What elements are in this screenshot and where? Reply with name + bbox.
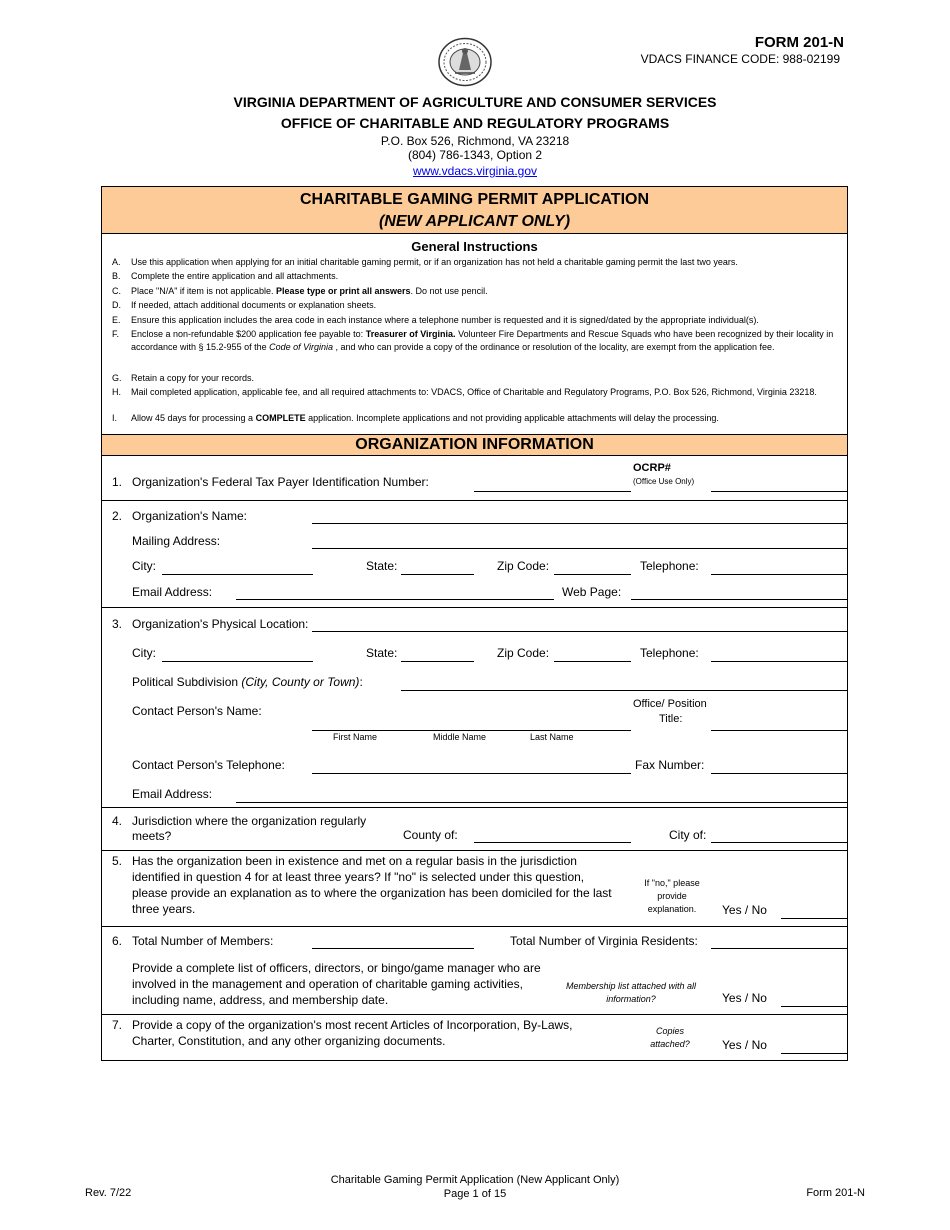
contact-name-label: Contact Person's Name: bbox=[132, 704, 262, 718]
footer-title: Charitable Gaming Permit Application (New Applicant Only) bbox=[330, 1174, 620, 1186]
ocrp-field[interactable] bbox=[711, 491, 847, 492]
footer-form-number: Form 201-N bbox=[806, 1187, 865, 1199]
instructions-heading: General Instructions bbox=[411, 239, 538, 254]
office-name: OFFICE OF CHARITABLE AND REGULATORY PROGRAMS bbox=[280, 115, 670, 131]
contact-telephone-label: Contact Person's Telephone: bbox=[132, 758, 285, 772]
office-position-field[interactable] bbox=[711, 730, 847, 731]
state-field[interactable] bbox=[401, 574, 474, 575]
section-organization-information: ORGANIZATION INFORMATION bbox=[102, 434, 847, 456]
q2-number: 2. bbox=[112, 509, 123, 523]
finance-code: VDACS FINANCE CODE: 988-02199 bbox=[640, 52, 840, 66]
email-field[interactable] bbox=[236, 599, 554, 600]
members-field[interactable] bbox=[312, 948, 474, 949]
title-label: Title: bbox=[659, 713, 683, 725]
fax-label: Fax Number: bbox=[635, 758, 705, 772]
zip-label: Zip Code: bbox=[497, 559, 550, 573]
website-link-text[interactable]: www.vdacs.virginia.gov bbox=[412, 164, 538, 178]
middle-name-caption: Middle Name bbox=[433, 732, 487, 742]
q7-text: Provide a copy of the organization's most recent Articles of Incorporation, By-Laws, Charter, Constitution, and any other organizing documents. bbox=[132, 1018, 573, 1048]
email-label: Email Address: bbox=[132, 585, 213, 599]
physical-location-label: Organization's Physical Location: bbox=[132, 617, 309, 631]
title-line1: CHARITABLE GAMING PERMIT APPLICATION bbox=[299, 191, 650, 208]
title-line2: (NEW APPLICANT ONLY) bbox=[378, 213, 571, 230]
q6-yes-no-field[interactable] bbox=[781, 1006, 847, 1007]
q6-yes-no-label: Yes / No bbox=[722, 991, 767, 1005]
row-separator bbox=[102, 607, 847, 608]
q5-text: Has the organization been in existence and met on a regular basis in the jurisdiction identified in question 4 for at least three years? If "no" is selected under this question, please provide an explanation as to where the organization has been domiciled for the last three years. bbox=[132, 854, 612, 916]
mailing-address: P.O. Box 526, Richmond, VA 23218 bbox=[380, 134, 570, 148]
city-of-field[interactable] bbox=[711, 842, 847, 843]
contact-name-field[interactable] bbox=[312, 730, 631, 731]
q7-note: Copies attached? bbox=[650, 1026, 690, 1049]
first-name-caption: First Name bbox=[333, 732, 378, 742]
zip-label: Zip Code: bbox=[497, 646, 550, 660]
members-label: Total Number of Members: bbox=[132, 934, 274, 948]
city-field[interactable] bbox=[162, 574, 313, 575]
city-label: City: bbox=[132, 646, 156, 660]
ocrp-label: OCRP# bbox=[633, 462, 671, 474]
q7-number: 7. bbox=[112, 1018, 123, 1032]
va-residents-label: Total Number of Virginia Residents: bbox=[510, 934, 698, 948]
fax-field[interactable] bbox=[711, 773, 847, 774]
row-separator bbox=[102, 807, 847, 808]
mailing-address-field[interactable] bbox=[312, 548, 847, 549]
mailing-address-label: Mailing Address: bbox=[132, 534, 221, 548]
q5-yes-no-label: Yes / No bbox=[722, 903, 767, 917]
state-label: State: bbox=[366, 646, 398, 660]
q1-number: 1. bbox=[112, 475, 123, 489]
q6-text: Provide a complete list of officers, directors, or bingo/game manager who are involved in the management and operation of charitable gaming activities, including name, address, and membership date. bbox=[132, 961, 541, 1007]
virginia-seal-icon bbox=[437, 37, 493, 87]
county-field[interactable] bbox=[474, 842, 631, 843]
city-label: City: bbox=[132, 559, 156, 573]
application-form: CHARITABLE GAMING PERMIT APPLICATION (NEW APPLICANT ONLY) General Instructions A. Use this application when applying for an initial charitable gaming permit, or if an organization has not held a charitable gaming permit the last two years. B. Complete the entire application and all attachments. C. Place "N/A" if item is not applicable. Please type or print all answers. Do not use pencil. D. If needed, attach additional documents or explanation sheets. E. Ensure this application includes the area code in each instance where a telephone number is requested and it is signed/dated by the appropriate individual(s). F. Enclose a non-refundable $200 application fee payable to: Treasurer of Virginia. Volunteer Fire Departments and Rescue Squads who have been recognized by their locality in accordance with § 15.2-955 of the Code of Virginia , and who can provide a copy of the ordinance or resolution of the locality, are exempt from the application fee. G. Retain a copy for your records. H. Mail completed application, applicable fee, and all required attachments to: VDACS, Office of Charitable and Regulatory Programs, P.O. Box 526, Richmond, Virginia 23218. I. Allow 45 days for processing a COMPLETE application. Incomplete applications and not providing applicable attachments will delay the processing. ORGANIZATION INFORMATION 1. Organization's Federal Tax Payer Identification Number: OCRP# (Office Use Only) 2. Organization's Name: Mailing Address: City: State: Zip Code: Telephone: Email Address: Web Page: 3. Organization's Physical Location: City: State: Zip Code: Telephone: Political Subdivision (City, County or Town): Contact Person's Name: First Name Middle Name Last Name Office/ Position Title: Contact Person's Telephone: Fax Number: Email Address: 4. Jurisdiction where the organization regularly meets? County of: City of: 5. Has the organization been in existence and met on a regular basis in the jurisdiction identified in question 4 for at least three years? If "no" is selected under this question, please provide an explanation as to where the organization has been domiciled for the last three years. If "no," please provide explanation. Yes / No 6. Total Number of Members: Total Number of Virginia Residents: Provide a complete list of officers, directors, or bingo/game manager who are involved in the management and operation of charitable gaming activities, including name, address, and membership date. Membership list attached with all information? Yes / No 7. Provide a copy of the organization's most recent Articles of Incorporation, By-Laws, Charter, Constitution, and any other organizing documents. Copies attached? Yes / No bbox=[101, 186, 848, 1061]
telephone-label: Telephone: bbox=[640, 646, 699, 660]
contact-telephone-field[interactable] bbox=[312, 773, 631, 774]
q5-note: If "no," please provide explanation. bbox=[644, 878, 700, 914]
jurisdiction-label-line1: Jurisdiction where the organization regularly bbox=[132, 814, 367, 828]
ocrp-note: (Office Use Only) bbox=[633, 477, 695, 486]
org-name-field[interactable] bbox=[312, 523, 847, 524]
row-separator bbox=[102, 500, 847, 501]
department-name: VIRGINIA DEPARTMENT OF AGRICULTURE AND CONSUMER SERVICES bbox=[233, 94, 717, 110]
county-label: County of: bbox=[403, 828, 458, 842]
phone-number: (804) 786-1343, Option 2 bbox=[407, 148, 543, 162]
jurisdiction-label-line2: meets? bbox=[132, 829, 172, 843]
q7-yes-no-field[interactable] bbox=[781, 1053, 847, 1054]
political-subdivision-label: Political Subdivision (City, County or Town): bbox=[132, 675, 363, 689]
org-name-label: Organization's Name: bbox=[132, 509, 248, 523]
city-field[interactable] bbox=[162, 661, 313, 662]
contact-email-label: Email Address: bbox=[132, 787, 213, 801]
political-subdivision-field[interactable] bbox=[401, 690, 847, 691]
va-residents-field[interactable] bbox=[711, 948, 847, 949]
telephone-field[interactable] bbox=[711, 574, 847, 575]
application-title bbox=[102, 187, 847, 234]
q6-number: 6. bbox=[112, 934, 123, 948]
page-number: Page 1 of 15 bbox=[443, 1188, 507, 1200]
row-separator bbox=[102, 1014, 847, 1015]
web-page-field[interactable] bbox=[631, 599, 847, 600]
q6-note: Membership list attached with all information? bbox=[565, 981, 697, 1004]
website-link bbox=[0, 164, 950, 178]
q3-number: 3. bbox=[112, 617, 123, 631]
revision-date: Rev. 7/22 bbox=[85, 1187, 132, 1199]
q7-yes-no-label: Yes / No bbox=[722, 1038, 767, 1052]
q4-number: 4. bbox=[112, 814, 123, 828]
telephone-field[interactable] bbox=[711, 661, 847, 662]
web-page-label: Web Page: bbox=[562, 585, 622, 599]
form-number: FORM 201-N bbox=[754, 34, 844, 51]
zip-field[interactable] bbox=[554, 661, 631, 662]
zip-field[interactable] bbox=[554, 574, 631, 575]
row-separator bbox=[102, 850, 847, 851]
q5-number: 5. bbox=[112, 854, 123, 868]
q5-yes-no-field[interactable] bbox=[781, 918, 847, 919]
last-name-caption: Last Name bbox=[530, 732, 574, 742]
telephone-label: Telephone: bbox=[640, 559, 699, 573]
tax-id-field[interactable] bbox=[474, 491, 631, 492]
state-label: State: bbox=[366, 559, 398, 573]
physical-location-field[interactable] bbox=[312, 631, 847, 632]
office-position-label: Office/ Position bbox=[633, 698, 707, 710]
city-of-label: City of: bbox=[669, 828, 707, 842]
state-field[interactable] bbox=[401, 661, 474, 662]
contact-email-field[interactable] bbox=[236, 802, 847, 803]
row-separator bbox=[102, 926, 847, 927]
q1-label: Organization's Federal Tax Payer Identification Number: bbox=[132, 475, 429, 489]
